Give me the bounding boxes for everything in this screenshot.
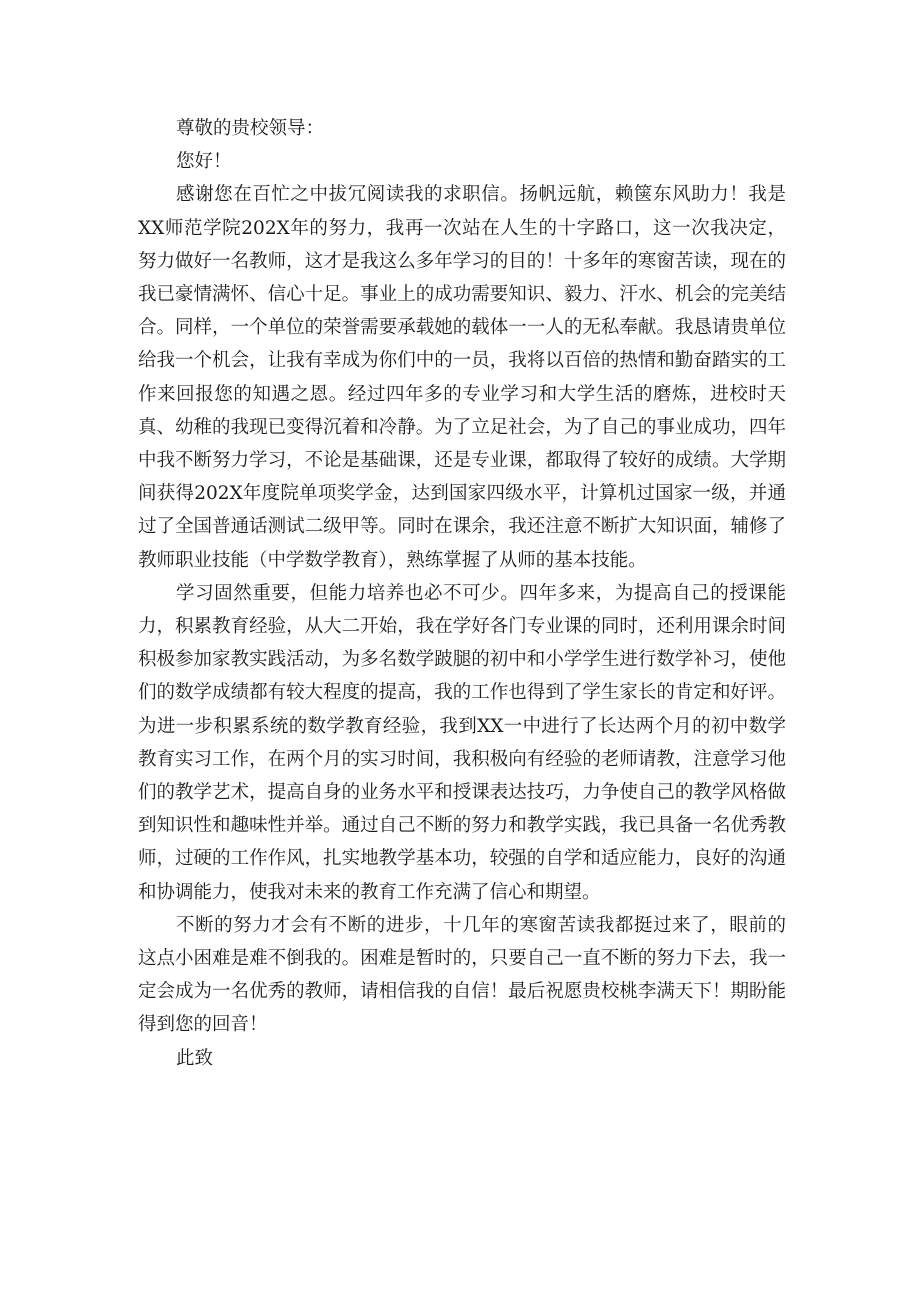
paragraph-closing-remarks: 不断的努力才会有不断的进步，十几年的寒窗苦读我都挺过来了，眼前的这点小困难是难不倒我的。困难是暂时的，只要自己一直不断的努力下去，我一定会成为一名优秀的教师，请相信我的自信！最后祝愿贵校桃李满天下！期盼能得到您的回音！	[138, 914, 786, 1036]
paragraph-experience: 学习固然重要，但能力培养也必不可少。四年多来，为提高自己的授课能力，积累教育经验，从大二开始，我在学好各门专业课的同时，还利用课余时间积极参加家教实践活动，为多名数学跛腿的初中和小学学生进行数学补习，使他们的数学成绩都有较大程度的提高，我的工作也得到了学生家长的肯定和好评。为进一步积累系统的数学教育经验，我到XX一中进行了长达两个月的初中数学教育实习工作，在两个月的实习时间，我积极向有经验的老师请教，注意学习他们的教学艺术，提高自身的业务水平和授课表达技巧，力争使自己的教学风格做到知识性和趣味性并举。通过自己不断的努力和教学实践，我已具备一名优秀教师，过硬的工作作风，扎实地教学基本功，较强的自学和适应能力，良好的沟通和协调能力，使我对未来的教育工作充满了信心和期望。	[138, 582, 786, 903]
paragraph-intro: 感谢您在百忙之中拔冗阅读我的求职信。扬帆远航，赖箧东风助力！我是XX师范学院202X年的努力，我再一次站在人生的十字路口，这一次我决定，努力做好一名教师，这才是我这么多年学习的目的！十多年的寒窗苦读，现在的我已豪情满怀、信心十足。事业上的成功需要知识、毅力、汗水、机会的完美结合。同样，一个单位的荣誉需要承载她的载体一一人的无私奉献。我恳请贵单位给我一个机会，让我有幸成为你们中的一员，我将以百倍的热情和勤奋踏实的工作来回报您的知遇之恩。经过四年多的专业学习和大学生活的磨炼，进校时天真、幼稚的我现已变得沉着和冷静。为了立足社会，为了自己的事业成功，四年中我不断努力学习，不论是基础课，还是专业课，都取得了较好的成绩。大学期间获得202X年度院单项奖学金，达到国家四级水平，计算机过国家一级，并通过了全国普通话测试二级甲等。同时在课余，我还注意不断扩大知识面，辅修了教师职业技能（中学数学教育），熟练掌握了从师的基本技能。	[138, 184, 786, 571]
cover-letter	[138, 112, 786, 1075]
greeting: 您好！	[176, 151, 232, 173]
closing: 此致	[176, 1047, 214, 1069]
salutation: 尊敬的贵校领导：	[176, 118, 325, 139]
